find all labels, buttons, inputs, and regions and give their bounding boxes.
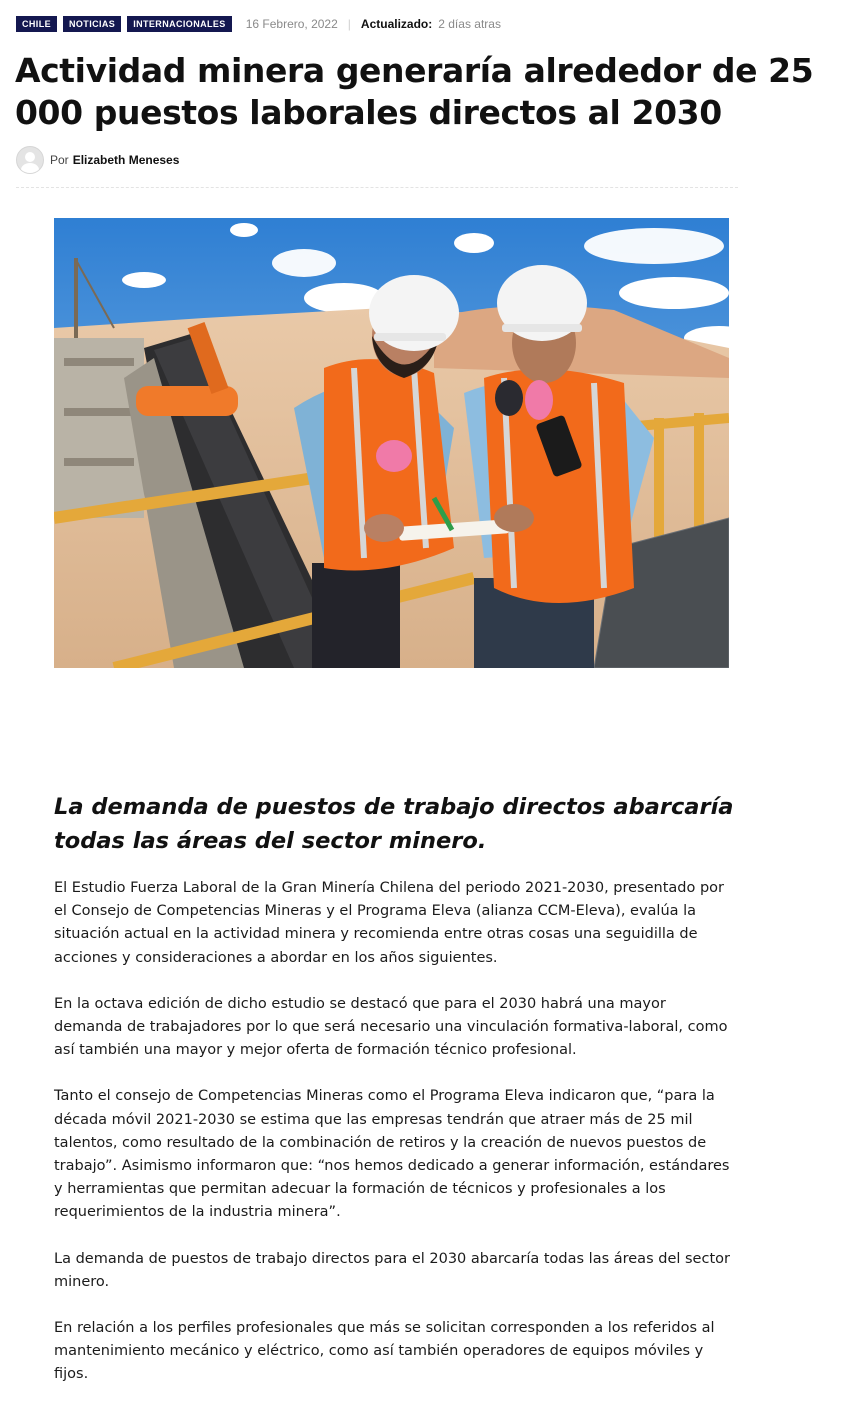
paragraph: La demanda de puestos de trabajo directos para el 2030 abarcaría todas las áreas del sector minero. bbox=[54, 1250, 730, 1290]
author-link[interactable]: Elizabeth Meneses bbox=[72, 153, 180, 167]
updated-value: 2 días atras bbox=[438, 17, 501, 31]
meta-separator: | bbox=[347, 17, 351, 31]
post-meta bbox=[16, 16, 501, 32]
by-label: Por bbox=[50, 153, 69, 167]
featured-image bbox=[54, 218, 729, 668]
article-subtitle: La demanda de puestos de trabajo directos abarcaría todas las áreas del sector minero. bbox=[54, 794, 734, 854]
updated-label: Actualizado: bbox=[360, 17, 433, 31]
article-body bbox=[54, 877, 734, 1410]
paragraph: En relación a los perfiles profesionales que más se solicitan corresponden a los referidos al mantenimiento mecánico y eléctrico, como así también operadores de equipos móviles y fijos. bbox=[54, 1320, 715, 1383]
avatar[interactable] bbox=[16, 146, 44, 174]
tag-chile[interactable]: CHILE bbox=[16, 16, 57, 32]
article-title: Actividad minera generaría alrededor de 25 000 puestos laborales directos al 2030 bbox=[15, 51, 814, 132]
paragraph: En la octava edición de dicho estudio se destacó que para el 2030 habrá una mayor demanda de trabajadores por lo que será necesario una vinculación formativa-laboral, como así también una mayor y mejor oferta de formación técnico profesional. bbox=[54, 995, 728, 1059]
paragraph: Tanto el consejo de Competencias Mineras como el Programa Eleva indicaron que, “para la década móvil 2021-2030 se estima que las empresas tendrán que atraer más de 25 mil talentos, como resultado de la combinación de retiros y la creación de nuevos puestos de trabajo”. Asimismo informaron que: “nos hemos dedicado a generar información, estándares y herramientas que permitan adecuar la formación de técnicos y profesionales a los requerimientos de la industria minera”. bbox=[54, 1088, 730, 1221]
tag-noticias[interactable]: NOTICIAS bbox=[63, 16, 121, 32]
paragraph: El Estudio Fuerza Laboral de la Gran Minería Chilena del periodo 2021-2030, presentado por el Consejo de Competencias Mineras y el Programa Eleva (alianza CCM-Eleva), evalúa la situación actual en la actividad minera y recomienda entre otras cosas una seguidilla de acciones y consideraciones a abordar en los años siguientes. bbox=[54, 880, 725, 966]
publish-date: 16 Febrero, 2022 bbox=[245, 17, 338, 31]
tag-internacionales[interactable]: INTERNACIONALES bbox=[127, 16, 232, 32]
author-byline bbox=[16, 146, 179, 174]
divider bbox=[16, 187, 738, 188]
